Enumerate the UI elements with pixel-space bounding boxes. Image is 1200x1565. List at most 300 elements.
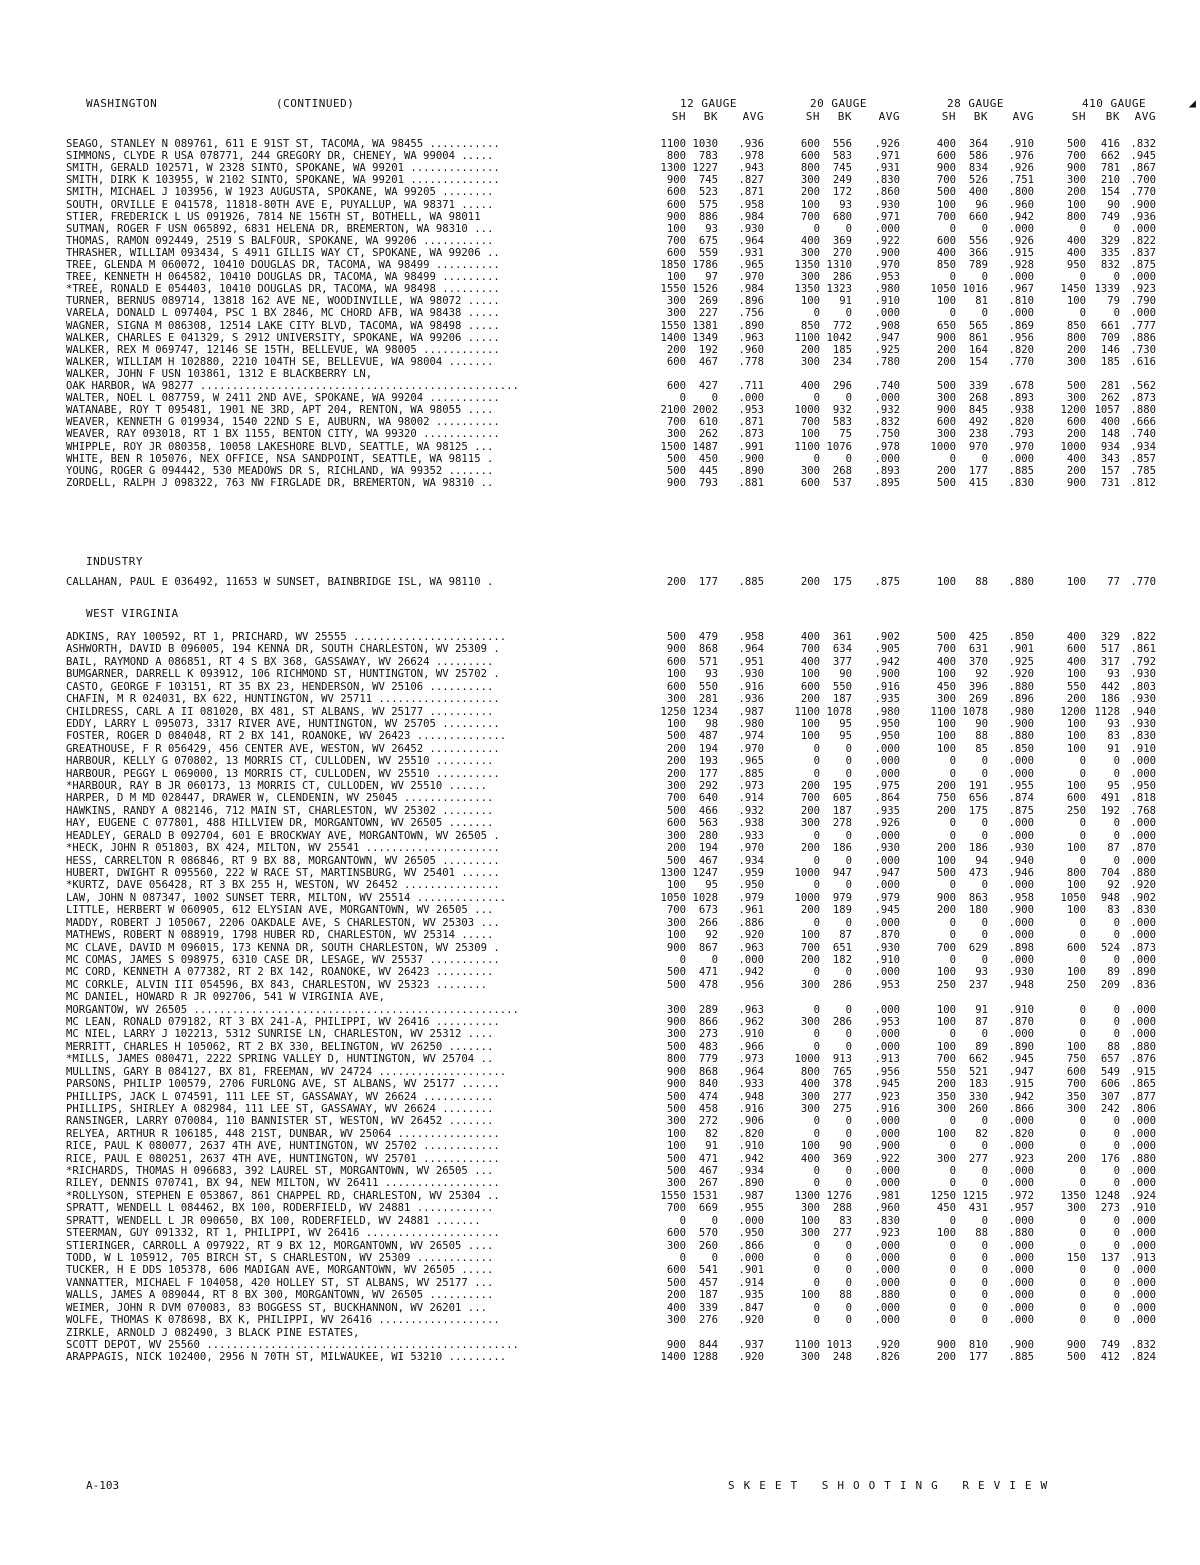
score-bk-28: 0	[981, 817, 988, 830]
score-bk-12: 673	[698, 904, 718, 917]
score-avg-410: .000	[1130, 1177, 1156, 1190]
score-sh-12: 300	[666, 1115, 686, 1128]
score-sh-20: 600	[800, 150, 820, 163]
score-sh-12: 0	[679, 392, 686, 405]
score-avg-20: .826	[874, 1351, 900, 1364]
score-avg-28: .869	[1008, 319, 1034, 332]
score-sh-28: 200	[936, 842, 956, 855]
score-avg-12: .965	[738, 755, 764, 768]
west-virginia-row	[0, 967, 1200, 978]
score-bk-12: 479	[698, 631, 718, 643]
score-avg-20: .000	[874, 916, 900, 929]
score-bk-28: 1016	[962, 283, 988, 296]
score-bk-12: 886	[698, 210, 718, 223]
subheader-sh-12: SH	[671, 110, 686, 123]
score-avg-20: .000	[874, 392, 900, 405]
score-sh-410: 550	[1066, 680, 1086, 693]
west-virginia-row	[0, 1203, 1200, 1214]
score-sh-410: 350	[1066, 1090, 1086, 1103]
score-avg-20: .860	[874, 186, 900, 199]
score-avg-12: .959	[738, 866, 764, 879]
shooter-entry: MATHEWS, ROBERT N 088919, 1798 HUBER RD, CHARLESTON, WV 25314 .....	[66, 930, 494, 942]
score-sh-28: 0	[949, 1264, 956, 1277]
score-avg-20: .930	[874, 842, 900, 855]
west-virginia-row	[0, 1092, 1200, 1103]
score-avg-28: .793	[1008, 428, 1034, 441]
score-avg-28: .000	[1008, 307, 1034, 320]
score-sh-410: 0	[1079, 1289, 1086, 1302]
shooter-entry: MC CORD, KENNETH A 077382, RT 2 BX 142, ROANOKE, WV 26423 .........	[66, 967, 494, 979]
score-avg-28: .938	[1008, 404, 1034, 417]
west-virginia-row	[0, 1141, 1200, 1152]
score-avg-20: .893	[874, 464, 900, 477]
score-bk-12: 844	[698, 1338, 718, 1351]
shooter-entry: STIER, FREDERICK L US 091926, 7814 NE 156TH ST, BOTHELL, WA 98011	[66, 211, 481, 223]
score-avg-20: .000	[874, 222, 900, 235]
score-sh-410: 0	[1079, 1127, 1086, 1140]
score-avg-28: .898	[1008, 941, 1034, 954]
washington-row	[0, 224, 1200, 235]
score-sh-410: 0	[1079, 1177, 1086, 1190]
gauge-header-20: 20 GAUGE	[810, 97, 867, 110]
score-avg-12: .963	[738, 331, 764, 344]
score-bk-28: 565	[968, 319, 988, 332]
score-sh-20: 1350	[794, 283, 820, 296]
score-bk-410: 154	[1100, 186, 1120, 199]
score-bk-20: 369	[832, 1152, 852, 1165]
score-avg-12: .984	[738, 283, 764, 296]
score-sh-28: 500	[936, 186, 956, 199]
score-sh-28: 900	[936, 404, 956, 417]
score-bk-12: 471	[698, 1152, 718, 1165]
score-bk-12: 98	[705, 717, 718, 730]
score-bk-20: 0	[845, 1177, 852, 1190]
score-avg-20: .875	[874, 576, 900, 588]
score-bk-410: 0	[1113, 1115, 1120, 1128]
score-avg-28: .000	[1008, 1214, 1034, 1227]
score-bk-410: 0	[1113, 1239, 1120, 1252]
score-sh-12: 1300	[660, 866, 686, 879]
score-avg-410: .000	[1130, 1314, 1156, 1327]
score-sh-12: 900	[666, 210, 686, 223]
score-bk-12: 466	[698, 804, 718, 817]
score-bk-12: 1786	[692, 259, 718, 271]
score-sh-410: 0	[1079, 271, 1086, 284]
score-sh-28: 100	[936, 668, 956, 681]
score-sh-410: 600	[1066, 643, 1086, 656]
score-sh-12: 300	[666, 1003, 686, 1016]
score-sh-12: 600	[666, 198, 686, 211]
washington-row	[0, 248, 1200, 259]
score-avg-410: .867	[1130, 162, 1156, 175]
score-avg-20: .000	[874, 966, 900, 979]
score-sh-20: 600	[800, 476, 820, 489]
page-number: A-103	[86, 1479, 120, 1492]
score-bk-28: 0	[981, 953, 988, 966]
score-avg-28: .880	[1008, 1227, 1034, 1240]
score-bk-20: 583	[832, 416, 852, 429]
score-bk-12: 478	[698, 978, 718, 991]
washington-row	[0, 236, 1200, 247]
score-sh-28: 0	[949, 1028, 956, 1041]
score-sh-20: 200	[800, 804, 820, 817]
score-sh-12: 700	[666, 234, 686, 247]
score-sh-12: 1400	[660, 1351, 686, 1364]
score-bk-20: 95	[839, 730, 852, 743]
score-sh-28: 0	[949, 953, 956, 966]
score-bk-28: 0	[981, 1177, 988, 1190]
west-virginia-row	[0, 781, 1200, 792]
score-sh-20: 300	[800, 464, 820, 477]
score-sh-28: 0	[949, 271, 956, 284]
score-avg-20: .947	[874, 331, 900, 344]
score-avg-28: .926	[1008, 162, 1034, 175]
score-avg-28: .678	[1008, 380, 1034, 392]
score-bk-410: 0	[1113, 222, 1120, 235]
score-bk-28: 631	[968, 643, 988, 656]
score-avg-20: .971	[874, 150, 900, 163]
score-bk-410: 1248	[1094, 1189, 1120, 1202]
score-bk-410: 137	[1100, 1252, 1120, 1264]
score-sh-28: 900	[936, 1338, 956, 1351]
score-bk-410: 549	[1100, 1065, 1120, 1078]
score-bk-20: 88	[839, 1289, 852, 1302]
score-avg-28: .942	[1008, 1090, 1034, 1103]
score-sh-28: 0	[949, 916, 956, 929]
score-sh-28: 100	[936, 1227, 956, 1240]
score-sh-12: 200	[666, 343, 686, 356]
score-avg-410: .836	[1130, 978, 1156, 991]
score-avg-20: .913	[874, 1053, 900, 1066]
score-avg-20: .000	[874, 1028, 900, 1041]
score-bk-410: 731	[1100, 476, 1120, 489]
score-bk-28: 366	[968, 246, 988, 259]
score-sh-20: 0	[813, 742, 820, 755]
score-sh-410: 0	[1079, 817, 1086, 830]
score-bk-410: 93	[1107, 668, 1120, 681]
score-avg-28: .866	[1008, 1102, 1034, 1115]
gauge-header-28: 28 GAUGE	[947, 97, 1004, 110]
score-avg-410: .915	[1130, 1065, 1156, 1078]
score-sh-28: 200	[936, 1351, 956, 1364]
score-sh-28: 700	[936, 1053, 956, 1066]
west-virginia-row	[0, 856, 1200, 867]
score-bk-410: 0	[1113, 817, 1120, 830]
score-bk-28: 237	[968, 978, 988, 991]
score-bk-28: 191	[968, 780, 988, 793]
score-sh-410: 0	[1079, 1003, 1086, 1016]
shooter-entry: VANNATTER, MICHAEL F 104058, 420 HOLLEY ST, ST ALBANS, WV 25177 ...	[66, 1277, 494, 1289]
score-bk-410: 416	[1100, 138, 1120, 150]
score-avg-20: .923	[874, 1090, 900, 1103]
score-sh-12: 900	[666, 1078, 686, 1091]
score-bk-410: 83	[1107, 904, 1120, 917]
shooter-entry: ADKINS, RAY 100592, RT 1, PRICHARD, WV 25555 ........................	[66, 632, 507, 643]
shooter-entry: MORGANTOW, WV 26505 ...................................................	[66, 1004, 519, 1016]
score-avg-410: .873	[1130, 392, 1156, 405]
subheader-sh-20: SH	[805, 110, 820, 123]
score-avg-20: .926	[874, 138, 900, 150]
score-bk-28: 662	[968, 1053, 988, 1066]
score-bk-20: 537	[832, 476, 852, 489]
score-avg-410: .910	[1130, 1202, 1156, 1215]
score-bk-12: 266	[698, 916, 718, 929]
west-virginia-row	[0, 1340, 1200, 1351]
shooter-entry: WHITE, BEN R 105076, NEX OFFICE, NSA SANDPOINT, SEATTLE, WA 98115 .	[66, 453, 494, 465]
west-virginia-row	[0, 669, 1200, 680]
score-bk-28: 431	[968, 1202, 988, 1215]
score-avg-20: .000	[874, 767, 900, 780]
score-sh-410: 100	[1066, 295, 1086, 308]
score-avg-28: .920	[1008, 668, 1034, 681]
score-avg-410: .000	[1130, 1276, 1156, 1289]
score-avg-28: .946	[1008, 866, 1034, 879]
score-bk-28: 810	[968, 1338, 988, 1351]
score-bk-20: 0	[845, 1252, 852, 1264]
shooter-entry: EDDY, LARRY L 095073, 3317 RIVER AVE, HUNTINGTON, WV 25705 .........	[66, 718, 500, 730]
score-sh-12: 600	[666, 817, 686, 830]
score-avg-28: .875	[1008, 804, 1034, 817]
score-avg-410: .000	[1130, 953, 1156, 966]
score-avg-12: .980	[738, 717, 764, 730]
score-bk-28: 834	[968, 162, 988, 175]
score-avg-410: .000	[1130, 817, 1156, 830]
score-bk-410: 146	[1100, 343, 1120, 356]
score-bk-28: 238	[968, 428, 988, 441]
shooter-entry: CALLAHAN, PAUL E 036492, 11653 W SUNSET, BAINBRIDGE ISL, WA 98110 .	[66, 577, 494, 588]
score-sh-12: 0	[679, 1252, 686, 1264]
score-avg-12: .930	[738, 222, 764, 235]
score-sh-12: 1400	[660, 331, 686, 344]
score-sh-20: 400	[800, 1078, 820, 1091]
score-avg-20: .000	[874, 1276, 900, 1289]
score-sh-410: 1200	[1060, 705, 1086, 718]
score-bk-410: 79	[1107, 295, 1120, 308]
score-sh-410: 0	[1079, 1314, 1086, 1327]
score-sh-28: 0	[949, 755, 956, 768]
score-bk-28: 0	[981, 1140, 988, 1153]
west-virginia-row	[0, 1303, 1200, 1314]
score-avg-20: .000	[874, 1115, 900, 1128]
score-avg-20: .960	[874, 1202, 900, 1215]
score-avg-12: .930	[738, 668, 764, 681]
west-virginia-row	[0, 880, 1200, 891]
score-sh-12: 500	[666, 631, 686, 643]
score-sh-20: 1000	[794, 891, 820, 904]
score-avg-28: .910	[1008, 1003, 1034, 1016]
score-avg-28: .885	[1008, 1351, 1034, 1364]
score-avg-12: .961	[738, 904, 764, 917]
score-sh-20: 300	[800, 1090, 820, 1103]
score-sh-12: 700	[666, 1202, 686, 1215]
score-bk-20: 268	[832, 464, 852, 477]
west-virginia-row	[0, 1116, 1200, 1127]
score-avg-12: .973	[738, 780, 764, 793]
score-sh-12: 600	[666, 186, 686, 199]
score-sh-12: 300	[666, 829, 686, 842]
score-bk-28: 656	[968, 792, 988, 805]
score-bk-410: 88	[1107, 1040, 1120, 1053]
washington-row	[0, 296, 1200, 307]
subheader-avg-28: AVG	[1012, 110, 1034, 123]
score-avg-20: .864	[874, 792, 900, 805]
shooter-entry: ZIRKLE, ARNOLD J 082490, 3 BLACK PINE ESTATES,	[66, 1327, 360, 1339]
score-sh-28: 400	[936, 246, 956, 259]
score-avg-20: .925	[874, 343, 900, 356]
score-sh-28: 0	[949, 1314, 956, 1327]
score-avg-20: .905	[874, 643, 900, 656]
score-avg-28: .928	[1008, 259, 1034, 271]
west-virginia-row	[0, 868, 1200, 879]
shooter-entry: *TREE, RONALD E 054403, 10410 DOUGLAS DR, TACOMA, WA 98498 .........	[66, 284, 500, 296]
score-bk-20: 288	[832, 1202, 852, 1215]
score-bk-20: 172	[832, 186, 852, 199]
score-bk-410: 281	[1100, 380, 1120, 392]
shooter-entry: SPRATT, WENDELL L JR 090650, BX 100, RODERFIELD, WV 24881 .......	[66, 1215, 481, 1227]
score-sh-410: 0	[1079, 1016, 1086, 1029]
score-sh-28: 1100	[930, 705, 956, 718]
score-sh-28: 900	[936, 331, 956, 344]
score-bk-20: 550	[832, 680, 852, 693]
score-bk-12: 0	[711, 953, 718, 966]
score-sh-20: 0	[813, 1314, 820, 1327]
score-avg-12: .931	[738, 246, 764, 259]
score-sh-12: 2100	[660, 404, 686, 417]
shooter-entry: MC DANIEL, HOWARD R JR 092706, 541 W VIRGINIA AVE,	[66, 992, 385, 1004]
score-bk-12: 783	[698, 150, 718, 163]
score-bk-20: 0	[845, 1127, 852, 1140]
score-avg-12: .890	[738, 464, 764, 477]
score-avg-28: .820	[1008, 1127, 1034, 1140]
score-avg-410: .924	[1130, 1189, 1156, 1202]
score-sh-20: 1100	[794, 440, 820, 453]
score-avg-410: .000	[1130, 929, 1156, 942]
score-avg-410: .740	[1130, 428, 1156, 441]
score-sh-20: 100	[800, 428, 820, 441]
score-bk-12: 669	[698, 1202, 718, 1215]
score-bk-12: 177	[698, 767, 718, 780]
score-avg-410: .940	[1130, 705, 1156, 718]
score-avg-12: .956	[738, 978, 764, 991]
score-bk-12: 866	[698, 1016, 718, 1029]
score-sh-28: 0	[949, 1276, 956, 1289]
score-sh-410: 600	[1066, 1065, 1086, 1078]
score-bk-410: 83	[1107, 730, 1120, 743]
score-sh-410: 900	[1066, 476, 1086, 489]
score-sh-28: 700	[936, 643, 956, 656]
score-bk-20: 1076	[826, 440, 852, 453]
score-sh-410: 400	[1066, 234, 1086, 247]
shooter-entry: SEAGO, STANLEY N 089761, 611 E 91ST ST, TACOMA, WA 98455 ...........	[66, 139, 500, 150]
west-virginia-row	[0, 1253, 1200, 1264]
shooter-entry: RELYEA, ARTHUR R 106185, 448 21ST, DUNBAR, WV 25064 ................	[66, 1128, 500, 1140]
shooter-entry: THRASHER, WILLIAM 093434, S 4911 GILLIS WAY CT, SPOKANE, WA 99206 ..	[66, 247, 500, 259]
shooter-entry: MC CLAVE, DAVID M 096015, 173 KENNA DR, SOUTH CHARLESTON, WV 25309 .	[66, 942, 500, 954]
score-sh-28: 600	[936, 416, 956, 429]
score-avg-410: .870	[1130, 842, 1156, 855]
score-bk-28: 88	[975, 730, 988, 743]
score-bk-20: 95	[839, 717, 852, 730]
score-avg-410: .837	[1130, 246, 1156, 259]
score-avg-12: .866	[738, 1239, 764, 1252]
score-bk-12: 575	[698, 198, 718, 211]
score-sh-20: 200	[800, 186, 820, 199]
score-sh-28: 0	[949, 1289, 956, 1302]
score-bk-410: 0	[1113, 271, 1120, 284]
shooter-entry: *MILLS, JAMES 080471, 2222 SPRING VALLEY D, HUNTINGTON, WV 25704 ..	[66, 1054, 494, 1066]
score-avg-12: .000	[738, 1252, 764, 1264]
shooter-entry: HEADLEY, GERALD B 092704, 601 E BROCKWAY AVE, MORGANTOWN, WV 26505 .	[66, 830, 500, 842]
score-sh-20: 200	[800, 693, 820, 706]
score-bk-410: 0	[1113, 953, 1120, 966]
score-avg-410: .880	[1130, 1040, 1156, 1053]
score-bk-28: 629	[968, 941, 988, 954]
score-bk-410: 442	[1100, 680, 1120, 693]
score-bk-410: 1339	[1094, 283, 1120, 296]
score-avg-12: .937	[738, 1338, 764, 1351]
score-bk-28: 96	[975, 198, 988, 211]
score-bk-410: 0	[1113, 1301, 1120, 1314]
score-sh-20: 0	[813, 452, 820, 465]
score-bk-28: 526	[968, 174, 988, 187]
score-bk-12: 192	[698, 343, 718, 356]
score-bk-28: 845	[968, 404, 988, 417]
shooter-entry: BAIL, RAYMOND A 086851, RT 4 S BX 368, GASSAWAY, WV 26624 .........	[66, 656, 494, 668]
west-virginia-row	[0, 1017, 1200, 1028]
shooter-entry: SMITH, DIRK K 103955, W 2102 SINTO, SPOKANE, WA 99201 ..............	[66, 175, 500, 187]
score-sh-12: 1050	[660, 891, 686, 904]
score-bk-12: 280	[698, 829, 718, 842]
score-avg-410: .886	[1130, 331, 1156, 344]
score-sh-28: 200	[936, 904, 956, 917]
score-bk-28: 177	[968, 1351, 988, 1364]
score-bk-28: 0	[981, 1252, 988, 1264]
score-avg-12: .910	[738, 1140, 764, 1153]
score-bk-410: 662	[1100, 150, 1120, 163]
score-bk-410: 0	[1113, 1165, 1120, 1178]
score-avg-20: .979	[874, 891, 900, 904]
score-bk-410: 186	[1100, 693, 1120, 706]
score-bk-20: 0	[845, 1003, 852, 1016]
shooter-entry: ZORDELL, RALPH J 098322, 763 NW FIRGLADE DR, BREMERTON, WA 98310 ..	[66, 477, 494, 489]
score-sh-20: 0	[813, 1165, 820, 1178]
score-bk-410: 1057	[1094, 404, 1120, 417]
score-sh-28: 0	[949, 817, 956, 830]
score-bk-28: 370	[968, 655, 988, 668]
score-sh-20: 850	[800, 319, 820, 332]
score-bk-20: 772	[832, 319, 852, 332]
score-avg-410: .000	[1130, 829, 1156, 842]
score-avg-12: .970	[738, 742, 764, 755]
score-sh-410: 0	[1079, 1301, 1086, 1314]
score-sh-410: 900	[1066, 162, 1086, 175]
score-avg-12: .974	[738, 730, 764, 743]
score-avg-20: .000	[874, 1127, 900, 1140]
score-avg-12: .938	[738, 817, 764, 830]
score-sh-12: 300	[666, 428, 686, 441]
shooter-entry: TUCKER, H E DDS 105378, 606 MADIGAN AVE, MORGANTOWN, WV 26505 .....	[66, 1265, 494, 1277]
score-bk-20: 278	[832, 817, 852, 830]
shooter-entry: WALKER, CHARLES E 041329, S 2912 UNIVERSITY, SPOKANE, WA 99206 .....	[66, 332, 500, 344]
score-avg-12: .920	[738, 929, 764, 942]
west-virginia-row	[0, 955, 1200, 966]
score-bk-28: 0	[981, 1028, 988, 1041]
shooter-entry: MC NIEL, LARRY J 102213, 5312 SUNRISE LN, CHARLESTON, WV 25312 ....	[66, 1029, 494, 1041]
score-bk-20: 1013	[826, 1338, 852, 1351]
score-bk-28: 186	[968, 842, 988, 855]
score-sh-20: 1100	[794, 705, 820, 718]
score-sh-12: 0	[679, 1214, 686, 1227]
